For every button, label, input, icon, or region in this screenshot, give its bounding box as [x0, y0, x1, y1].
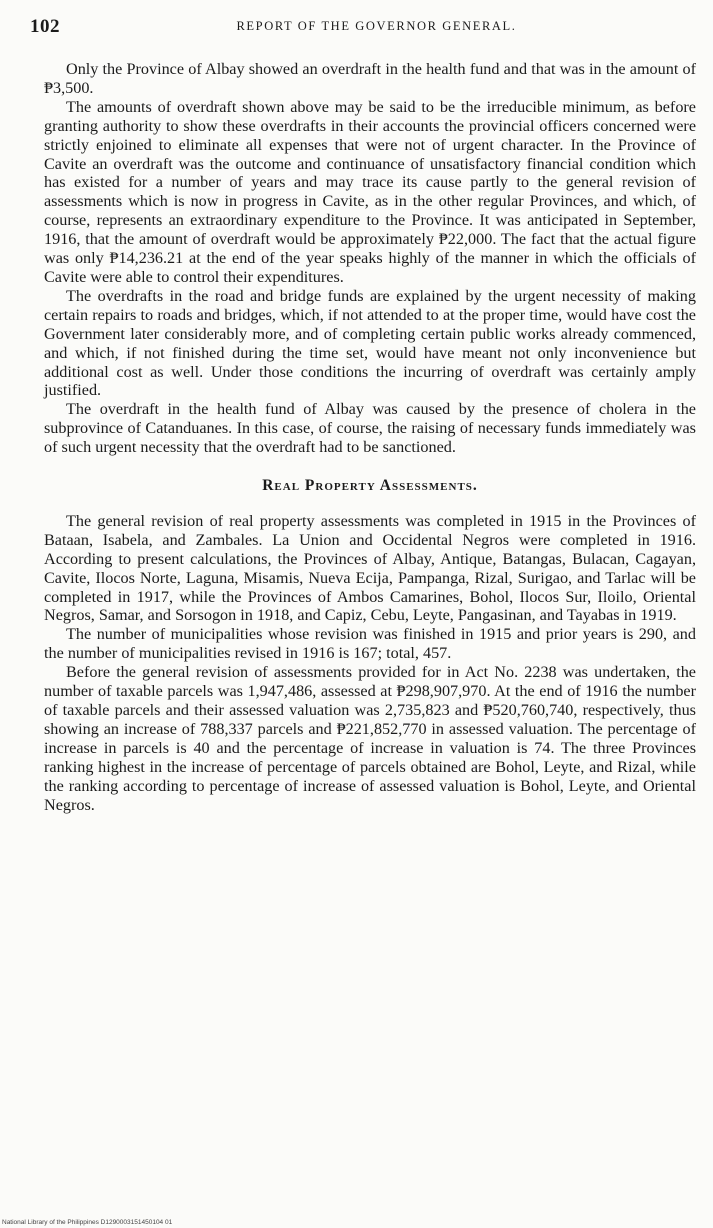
paragraph-albay-health-fund: Only the Province of Albay showed an overdraft in the health fund and that was in the amount of ₱3,500.	[44, 60, 696, 97]
paragraph-overdraft-minimum: The amounts of overdraft shown above may be said to be the irreducible minimum, as before granting authority to show these overdrafts in their accounts the provincial officers concerned were strictly enjoined to eliminate all expenses that were not of urgent character. In the Province of Cavite an overdraft was the outcome and continuance of unsatisfactory financial condition which has existed for a number of years and may trace its cause partly to the general revision of assessments which is now in progress in Cavite, as in the other regular Provinces, and which, of course, represents an extraordinary expenditure to the Province. It was anticipated in September, 1916, that the amount of overdraft would be approximately ₱22,000. The fact that the actual figure was only ₱14,236.21 at the end of the year speaks highly of the manner in which the officials of Cavite were able to control their expenditures.	[44, 97, 696, 286]
paragraph-cholera-catanduanes: The overdraft in the health fund of Albay was caused by the presence of cholera in the subprovince of Catanduanes. In this case, of course, the raising of necessary funds immediately was of such urgent necessity that the overdraft had to be sanctioned.	[44, 400, 696, 457]
paragraph-taxable-parcels: Before the general revision of assessments provided for in Act No. 2238 was undertaken, the number of taxable parcels was 1,947,486, assessed at ₱298,907,970. At the end of 1916 the number of taxable parcels and their assessed valuation was 2,735,823 and ₱520,760,740, respectively, thus showing an increase of 788,337 parcels and ₱221,852,770 in assessed valuation. The percentage of increase in parcels is 40 and the percentage of increase in valuation is 74. The three Provinces ranking highest in the increase of percentage of parcels obtained are Bohol, Leyte, and Rizal, while the ranking according to percentage of increase of assessed valuation is Bohol, Leyte, and Oriental Negros.	[44, 663, 696, 814]
running-head: REPORT OF THE GOVERNOR GENERAL.	[236, 19, 517, 33]
scan-credit: National Library of the Philippines D1290003151450104 01	[2, 1219, 173, 1226]
paragraph-revision-provinces: The general revision of real property assessments was completed in 1915 in the Provinces of Bataan, Isabela, and Zambales. La Union and Occidental Negros were completed in 1916. According to present calculations, the Provinces of Albay, Antique, Batangas, Bulacan, Cagayan, Cavite, Ilocos Norte, Laguna, Misamis, Nueva Ecija, Pampanga, Rizal, Surigao, and Tarlac will be completed in 1917, while the Provinces of Ambos Camarines, Bohol, Ilocos Sur, Iloilo, Oriental Negros, Samar, and Sorsogon in 1918, and Capiz, Cebu, Leyte, Pangasinan, and Tayabas in 1919.	[44, 511, 696, 625]
page-header	[22, 16, 691, 42]
paragraph-municipalities-count: The number of municipalities whose revision was finished in 1915 and prior years is 290, and the number of municipalities revised in 1916 is 167; total, 457.	[44, 625, 696, 663]
body-text	[44, 60, 696, 814]
section-heading: Real Property Assessments.	[262, 477, 478, 495]
paragraph-road-bridge-funds: The overdrafts in the road and bridge funds are explained by the urgent necessity of making certain repairs to roads and bridges, which, if not attended to at the proper time, would have cost the Government later considerably more, and of completing certain public works already commenced, and which, if not finished during the time set, would have meant not only inconvenience but additional cost as well. Under those conditions the incurring of overdraft was certainly amply justified.	[44, 286, 696, 400]
page-number: 102	[30, 16, 60, 37]
